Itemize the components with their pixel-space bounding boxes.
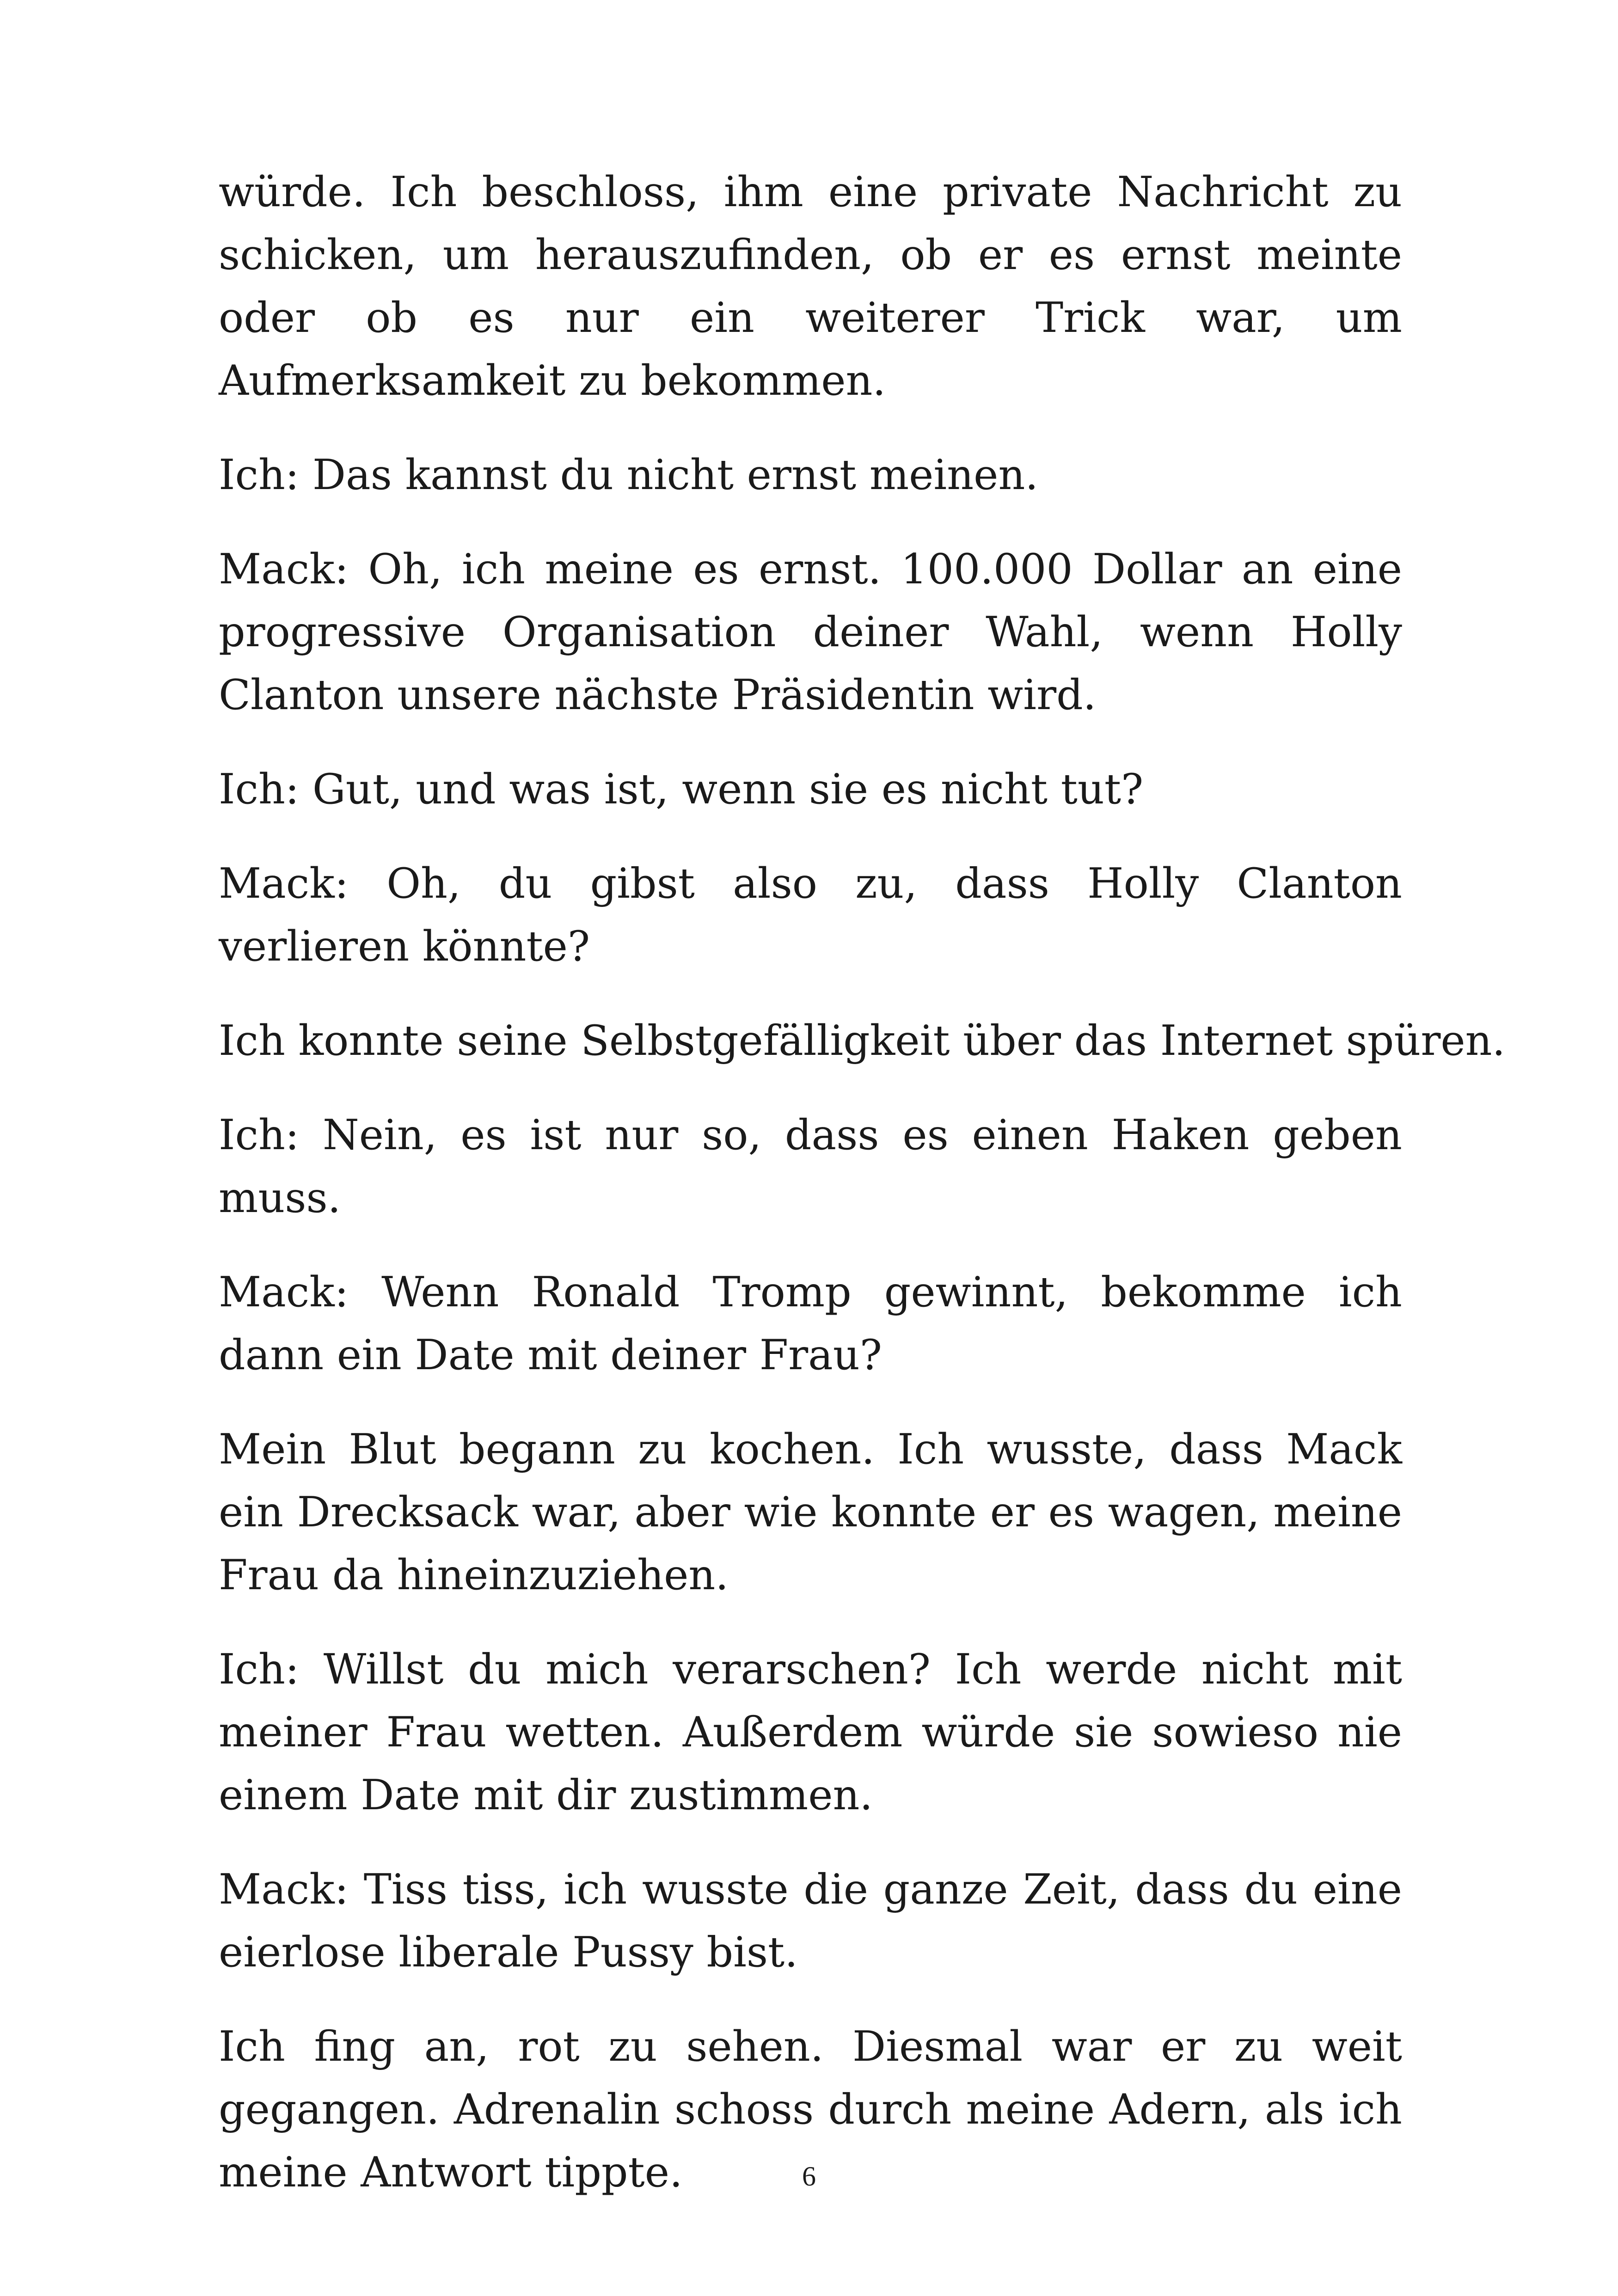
paragraph: Mack: Oh, du gibst also zu, dass Holly Clanton verlieren könnte? (219, 859, 1402, 971)
paragraph: Ich: Das kannst du nicht ernst meinen. (219, 451, 1039, 499)
paragraph: Mack: Oh, ich meine es ernst. 100.000 Dollar an eine progressive Organisation deiner Wahl, wenn Holly Clanton unsere nächste Präsidentin wird. (219, 545, 1402, 719)
paragraph: Ich konnte seine Selbstgefälligkeit über das Internet spüren. (219, 1016, 1506, 1065)
paragraph: Mein Blut begann zu kochen. Ich wusste, dass Mack ein Drecksack war, aber wie konnte er es wagen, meine Frau da hineinzuziehen. (219, 1425, 1402, 1599)
paragraph: würde. Ich beschloss, ihm eine private Nachricht zu schicken, um herauszufinden, ob er es ernst meinte oder ob es nur ein weiterer Trick war, um Aufmerksamkeit zu bekommen. (219, 168, 1402, 405)
paragraph: Mack: Tiss tiss, ich wusste die ganze Zeit, dass du eine eierlose liberale Pussy bist. (219, 1865, 1402, 1977)
page-number: 6 (802, 2161, 816, 2192)
paragraph: Ich: Nein, es ist nur so, dass es einen Haken geben muss. (219, 1111, 1402, 1222)
paragraph: Ich: Willst du mich verarschen? Ich werde nicht mit meiner Frau wetten. Außerdem würde sie sowieso nie einem Date mit dir zustimmen. (219, 1645, 1402, 1819)
paragraph: Ich: Gut, und was ist, wenn sie es nicht tut? (219, 765, 1144, 814)
paragraph: Ich fing an, rot zu sehen. Diesmal war er zu weit gegangen. Adrenalin schoss durch meine Adern, als ich meine Antwort tippte. (219, 2022, 1402, 2197)
paragraph: Mack: Wenn Ronald Tromp gewinnt, bekomme ich dann ein Date mit deiner Frau? (219, 1268, 1402, 1379)
text-body (219, 161, 1506, 2235)
